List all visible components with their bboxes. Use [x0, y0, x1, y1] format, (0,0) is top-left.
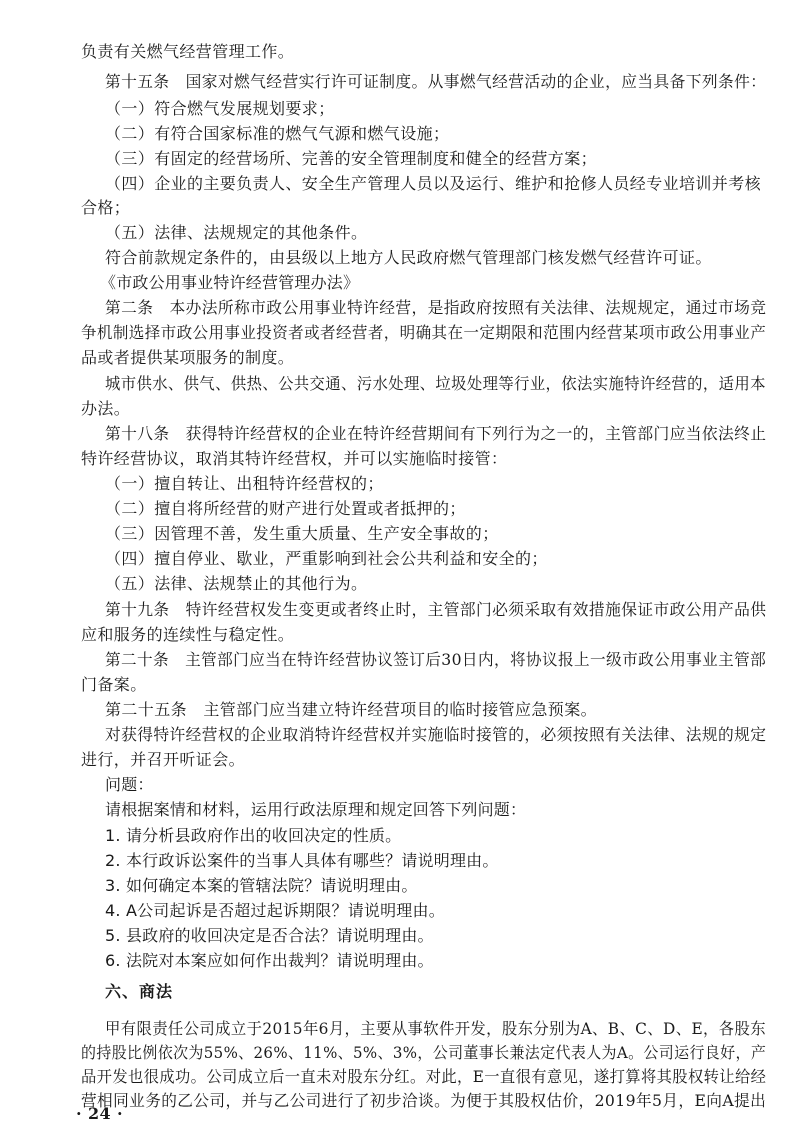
- article-20: 第二十条 主管部门应当在特许经营协议签订后30日内，将协议报上一级市政公用事业主管部: [105, 650, 767, 669]
- text-line: 门备案。: [81, 675, 147, 694]
- article-25: 第二十五条 主管部门应当建立特许经营项目的临时接管应急预案。: [105, 700, 598, 719]
- question-item: 5. 县政府的收回决定是否合法？请说明理由。: [105, 926, 434, 945]
- list-item: （一）符合燃气发展规划要求；: [105, 99, 335, 118]
- article-2: 第二条 本办法所称市政公用事业特许经营，是指政府按照有关法律、法规规定，通过市场竞: [105, 298, 767, 317]
- list-item: （二）擅自将所经营的财产进行处置或者抵押的；: [105, 499, 466, 518]
- question-item: 6. 法院对本案应如何作出裁判？请说明理由。: [105, 951, 434, 970]
- list-item: （四）企业的主要负责人、安全生产管理人员以及运行、维护和抢修人员经专业培训并考核: [105, 174, 762, 193]
- questions-intro: 请根据案情和材料，运用行政法原理和规定回答下列问题：: [105, 800, 527, 819]
- paragraph-line: 品开发也很成功。公司成立后一直未对股东分红。对此，E一直很有意见，遂打算将其股权转让给经: [81, 1067, 767, 1086]
- paragraph-line: 的持股比例依次为55%、26%、11%、5%、3%，公司董事长兼法定代表人为A。公司运行良好，产: [81, 1043, 767, 1062]
- list-item: （五）法律、法规禁止的其他行为。: [105, 574, 368, 593]
- list-item: （三）有固定的经营场所、完善的安全管理制度和健全的经营方案；: [105, 149, 598, 168]
- page-number: · 24 ·: [76, 1104, 123, 1123]
- regulation-title: 《市政公用事业特许经营管理办法》: [100, 273, 360, 292]
- article-19: 第十九条 特许经营权发生变更或者终止时，主管部门必须采取有效措施保证市政公用产品供: [105, 600, 767, 619]
- question-item: 2. 本行政诉讼案件的当事人具体有哪些？请说明理由。: [105, 851, 499, 870]
- text-line: 特许经营协议，取消其特许经营权，并可以实施临时接管：: [81, 449, 508, 468]
- question-item: 3. 如何确定本案的管辖法院？请说明理由。: [105, 876, 418, 895]
- list-item: （五）法律、法规规定的其他条件。: [105, 223, 368, 242]
- text-line: 对获得特许经营权的企业取消特许经营权并实施临时接管的，必须按照有关法律、法规的规定: [105, 725, 767, 744]
- paragraph-line: 营相同业务的乙公司，并与乙公司进行了初步洽谈。为便于其股权估价，2019年5月，E向A提出: [81, 1091, 767, 1110]
- text-line: 负责有关燃气经营管理工作。: [81, 42, 295, 61]
- text-line: 进行，并召开听证会。: [81, 750, 246, 769]
- list-item: （二）有符合国家标准的燃气气源和燃气设施；: [105, 124, 450, 143]
- text-line: 合格；: [81, 198, 131, 217]
- article-15: 第十五条 国家对燃气经营实行许可证制度。从事燃气经营活动的企业，应当具备下列条件：: [105, 72, 767, 91]
- text-line: 符合前款规定条件的，由县级以上地方人民政府燃气管理部门核发燃气经营许可证。: [105, 248, 712, 267]
- text-line: 应和服务的连续性与稳定性。: [81, 625, 295, 644]
- text-line: 城市供水、供气、供热、公共交通、污水处理、垃圾处理等行业，依法实施特许经营的，适用本: [105, 374, 766, 393]
- text-line: 品或者提供某项服务的制度。: [81, 348, 295, 367]
- list-item: （三）因管理不善，发生重大质量、生产安全事故的；: [105, 524, 499, 543]
- text-line: 办法。: [81, 399, 131, 418]
- question-item: 1. 请分析县政府作出的收回决定的性质。: [105, 826, 402, 845]
- list-item: （一）擅自转让、出租特许经营权的；: [105, 474, 384, 493]
- text-line: 争机制选择市政公用事业投资者或者经营者，明确其在一定期限和范围内经营某项市政公用事业产: [81, 323, 767, 342]
- section-heading: 六、商法: [105, 982, 174, 1001]
- question-item: 4. A公司起诉是否超过起诉期限？请说明理由。: [105, 901, 445, 920]
- questions-heading: 问题：: [105, 775, 154, 794]
- paragraph-line: 甲有限责任公司成立于2015年6月，主要从事软件开发，股东分别为A、B、C、D、E，各股东: [105, 1019, 766, 1038]
- article-18: 第十八条 获得特许经营权的企业在特许经营期间有下列行为之一的，主管部门应当依法终止: [105, 424, 767, 443]
- list-item: （四）擅自停业、歇业，严重影响到社会公共利益和安全的；: [105, 549, 548, 568]
